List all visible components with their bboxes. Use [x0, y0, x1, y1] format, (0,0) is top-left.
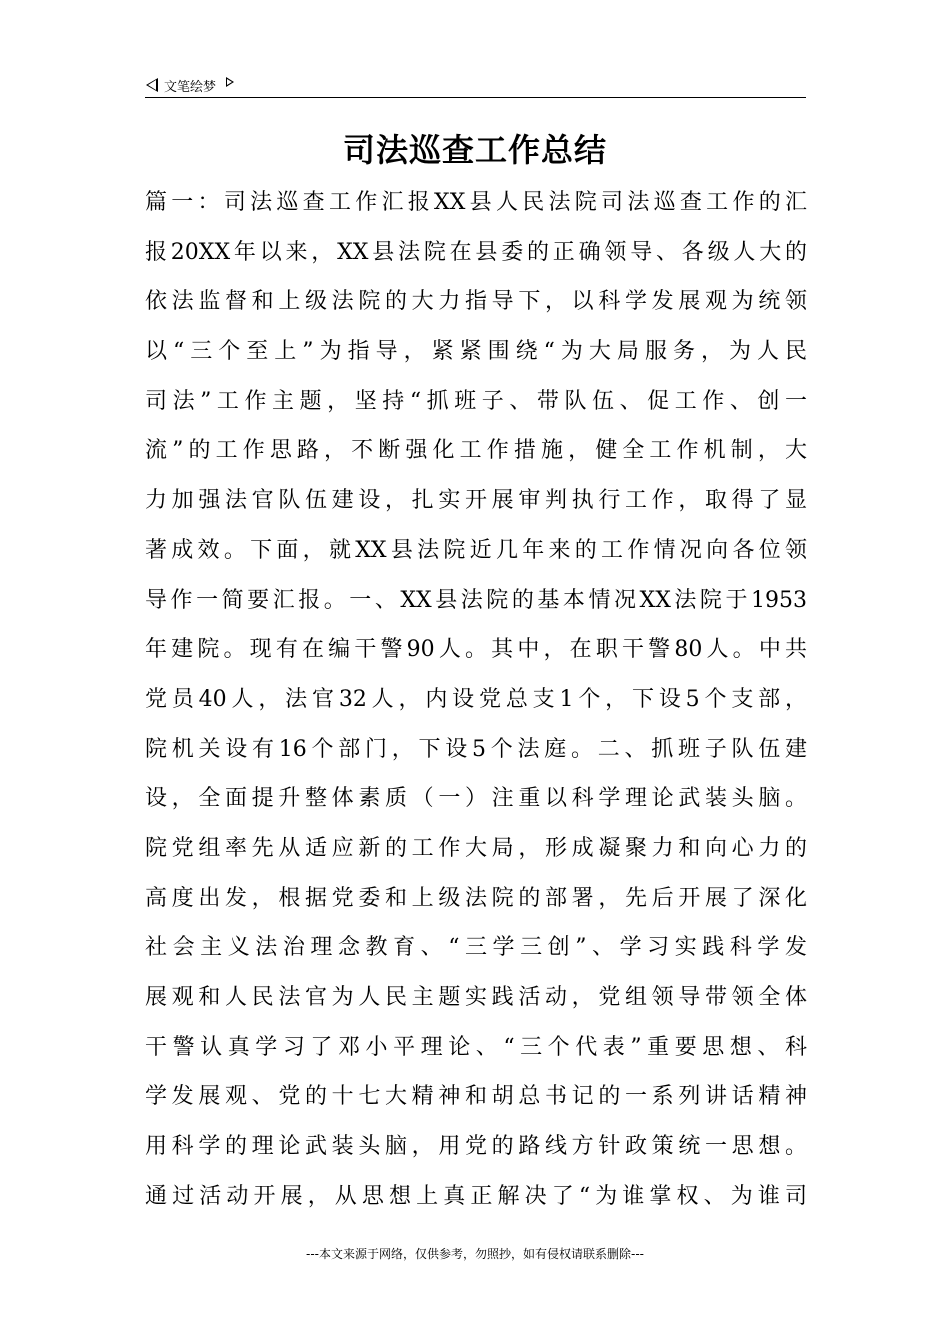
triangle-right-icon — [226, 77, 234, 87]
body-line: 院党组率先从适应新的工作大局，形成凝聚力和向心力的 — [145, 835, 807, 861]
body-line: 通过活动开展，从思想上真正解决了“为谁掌权、为谁司 — [145, 1183, 807, 1209]
triangle-left-icon — [146, 78, 158, 92]
page-header — [146, 74, 234, 96]
body-line: 著成效。下面，就XX县法院近几年来的工作情况向各位领 — [145, 537, 807, 563]
body-line: 设，全面提升整体素质（一）注重以科学理论武装头脑。 — [145, 786, 807, 812]
body-line: 导作一简要汇报。一、XX县法院的基本情况XX法院于1953 — [145, 587, 807, 613]
body-line: 院机关设有16个部门，下设5个法庭。二、抓班子队伍建 — [145, 736, 807, 762]
body-line: 干警认真学习了邓小平理论、“三个代表”重要思想、科 — [145, 1034, 807, 1060]
page-footer: ---本文来源于网络，仅供参考，勿照抄，如有侵权请联系删除--- — [306, 1247, 644, 1261]
body-line: 社会主义法治理念教育、“三学三创”、学习实践科学发 — [145, 935, 807, 961]
body-line: 报20XX年以来，XX县法院在县委的正确领导、各级人大的 — [145, 239, 807, 265]
body-line: 篇一：司法巡查工作汇报XX县人民法院司法巡查工作的汇 — [145, 190, 807, 215]
body-line: 党员40人，法官32人，内设党总支1个，下设5个支部， — [145, 686, 807, 712]
body-line: 用科学的理论武装头脑，用党的路线方针政策统一思想。 — [145, 1134, 807, 1160]
body-line: 力加强法官队伍建设，扎实开展审判执行工作，取得了显 — [145, 488, 807, 514]
header-label: 文笔绘梦 — [164, 79, 217, 95]
document-title: 司法巡查工作总结 — [342, 131, 607, 169]
body-line: 年建院。现有在编干警90人。其中，在职干警80人。中共 — [145, 637, 807, 663]
document-body — [145, 178, 807, 1221]
body-line: 高度出发，根据党委和上级法院的部署，先后开展了深化 — [145, 885, 807, 911]
body-line: 依法监督和上级法院的大力指导下，以科学发展观为统领 — [145, 289, 807, 315]
body-line: 以“三个至上”为指导，紧紧围绕“为大局服务，为人民 — [145, 339, 807, 365]
header-divider — [145, 97, 806, 98]
body-line: 展观和人民法官为人民主题实践活动，党组领导带领全体 — [145, 985, 807, 1010]
body-line: 司法”工作主题，坚持“抓班子、带队伍、促工作、创一 — [145, 388, 807, 414]
body-line: 学发展观、党的十七大精神和胡总书记的一系列讲话精神 — [145, 1084, 807, 1110]
body-line: 流”的工作思路，不断强化工作措施，健全工作机制，大 — [145, 438, 807, 464]
